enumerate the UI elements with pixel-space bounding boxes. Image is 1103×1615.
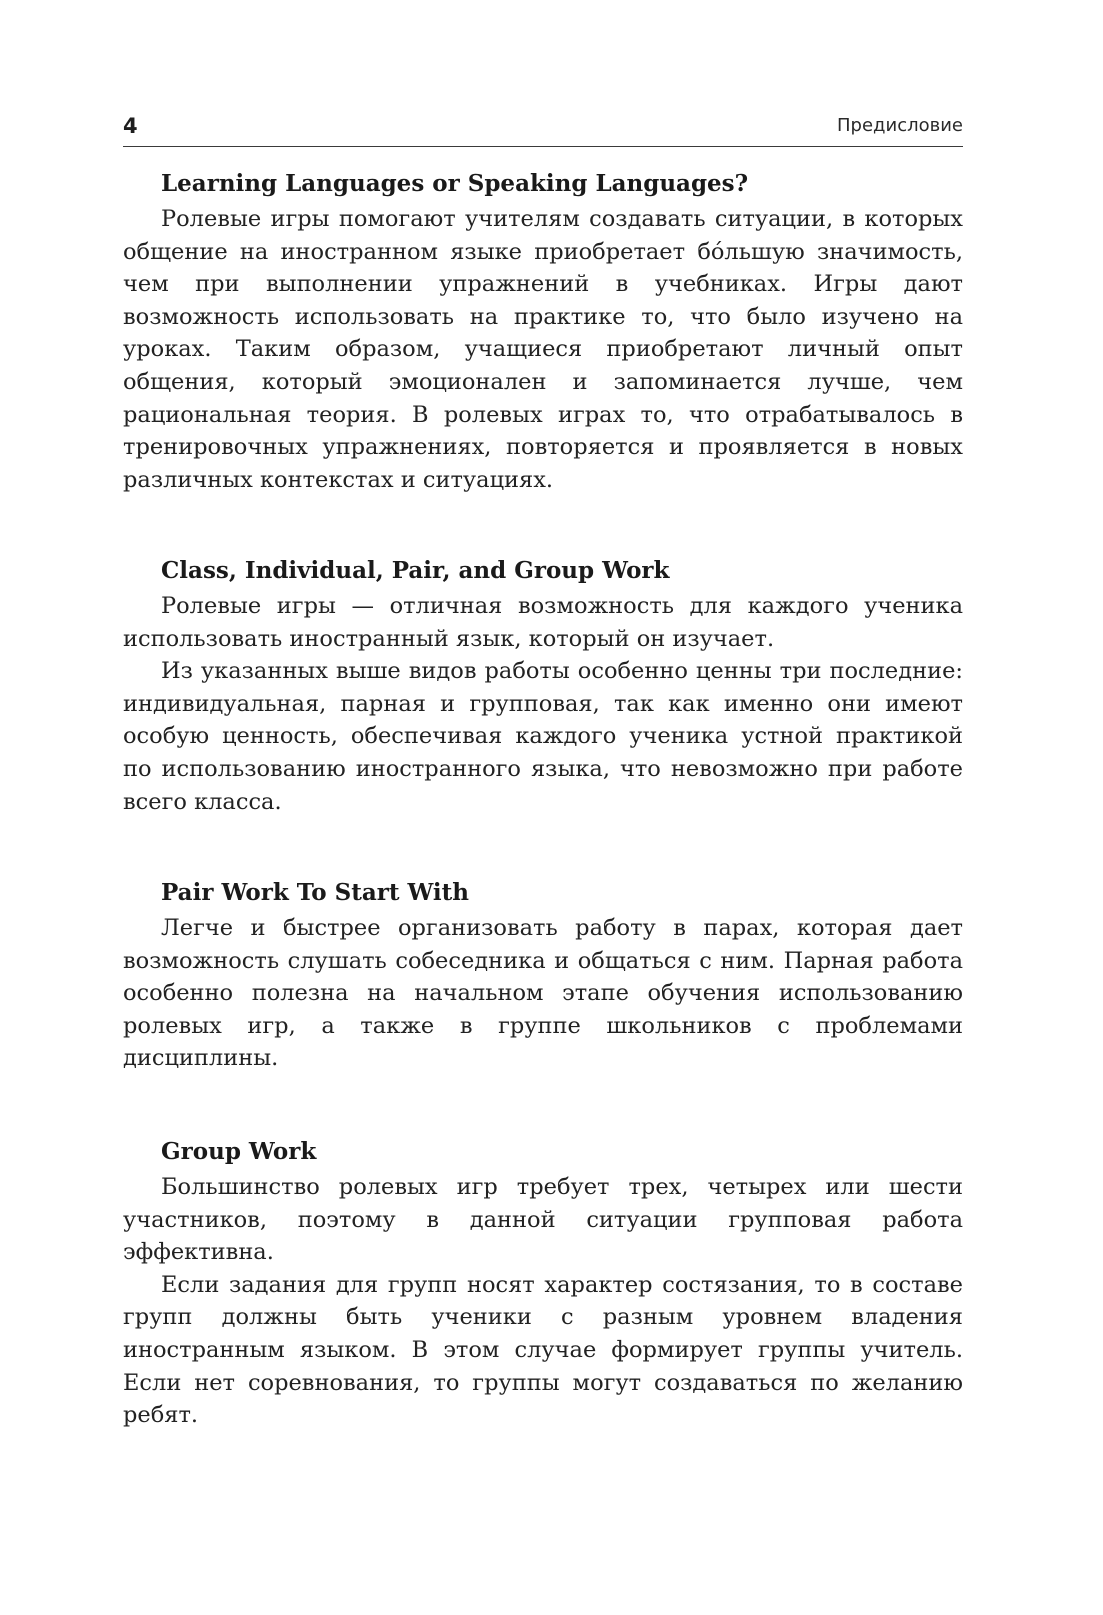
paragraph: Если задания для групп носят характер состязания, то в составе групп должны быть ученики с разным уровнем владения иностранным языком. В этом случае формирует группы учитель. Если нет соревнования, то группы могут создаваться по желанию ребят. — [123, 1271, 963, 1429]
section-heading: Learning Languages or Speaking Languages? — [161, 170, 749, 197]
section-heading: Group Work — [161, 1138, 317, 1165]
running-section-title: Предисловие — [837, 115, 963, 136]
book-page — [123, 0, 963, 1615]
paragraph: Большинство ролевых игр требует трех, четырех или шести участников, поэтому в данной ситуации групповая работа эффективна. — [123, 1174, 963, 1266]
paragraph: Ролевые игры — отличная возможность для каждого ученика использовать иностранный язык, который он изучает. — [123, 593, 963, 652]
section-class-individual-pair-group-work — [123, 554, 963, 818]
section-learning-languages — [123, 167, 963, 496]
page-number: 4 — [123, 114, 138, 138]
paragraph: Из указанных выше видов работы особенно ценны три последние: индивидуальная, парная и групповая, так как именно они имеют особую ценность, обеспечивая каждого ученика устной практикой по использованию иностранного языка, что невозможно при работе всего класса. — [123, 658, 963, 815]
section-pair-work — [123, 876, 963, 1075]
section-heading: Pair Work To Start With — [161, 879, 470, 906]
paragraph: Легче и быстрее организовать работу в парах, которая дает возможность слушать собеседника и общаться с ним. Парная работа особенно полезна на начальном этапе обучения использованию ролевых игр, а также в группе школьников с проблемами дисциплины. — [123, 915, 963, 1072]
section-group-work — [123, 1135, 963, 1432]
section-heading: Class, Individual, Pair, and Group Work — [161, 557, 670, 584]
paragraph: Ролевые игры помогают учителям создавать ситуации, в которых общение на иностранном языке приобретает бóльшую значимость, чем при выполнении упражнений в учебниках. Игры дают возможность использовать на практике то, что было изучено на уроках. Таким образом, учащиеся приобретают личный опыт общения, который эмоционален и запоминается лучше, чем рациональная теория. В ролевых играх то, что отрабатывалось в тренировочных упражнениях, повторяется и проявляется в новых различных контекстах и ситуациях. — [123, 206, 963, 493]
running-header — [123, 110, 963, 147]
